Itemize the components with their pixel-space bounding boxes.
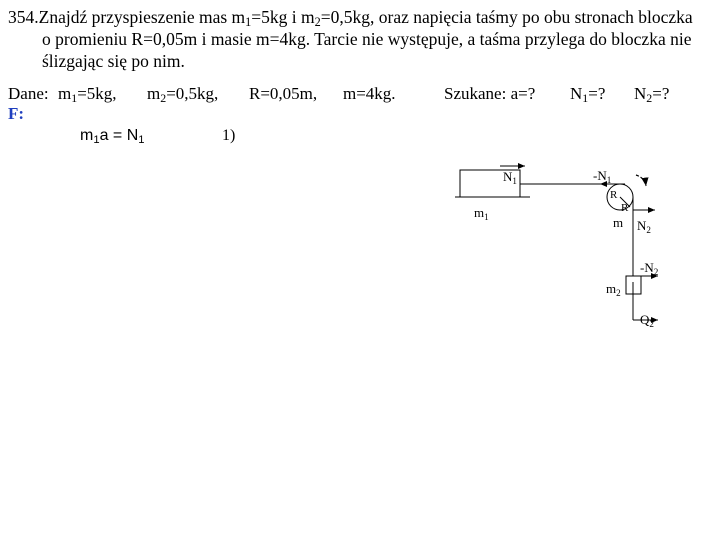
label-n1: $N_1$ xyxy=(503,169,517,186)
formula-label: F: xyxy=(8,104,25,123)
given-m1: $m_1=5kg$, xyxy=(58,84,117,105)
label-m2: $m_2$ xyxy=(606,281,621,298)
label-radius-2: R xyxy=(621,202,629,214)
sought-n1: $N_1=$? xyxy=(570,84,606,105)
equation-1: $m_1a = N_1$ xyxy=(80,127,145,146)
label-n2: $N_2$ xyxy=(637,218,651,235)
problem-line-2: o promieniu R=0,05m i masie m=4kg. Tarcie nie występuje, a taśma przylega do bloczka nie xyxy=(42,29,692,49)
problem-line-1: 354.Znajdź przyspieszenie mas $m_1=5kg$ i $m_2=0,5kg$, oraz napięcia taśmy po obu stronach bloczka xyxy=(8,7,693,29)
equation-number: 1) xyxy=(222,127,236,144)
given-radius: R=0,05m, xyxy=(249,84,318,103)
label-pulley-mass: m xyxy=(613,215,624,230)
sought-n2: $N_2=$? xyxy=(634,84,670,105)
label-neg-n1: $-N_1$ xyxy=(593,168,612,185)
problem-line-3: ślizgając się po nim. xyxy=(42,51,185,71)
problem-number: 354. xyxy=(8,7,39,27)
rotation-arrow xyxy=(636,175,646,186)
given-mass: m=4kg. xyxy=(343,84,396,103)
label-radius-1: R xyxy=(610,189,618,201)
given-label: Dane: xyxy=(8,84,49,103)
sought-label: Szukane: a=? xyxy=(444,84,536,103)
given-m2: $m_2=0,5kg$, xyxy=(147,84,219,105)
label-neg-n2: $-N_2$ xyxy=(640,260,659,277)
label-q2: $Q_2$ xyxy=(640,312,654,329)
label-m1: $m_1$ xyxy=(474,205,489,222)
